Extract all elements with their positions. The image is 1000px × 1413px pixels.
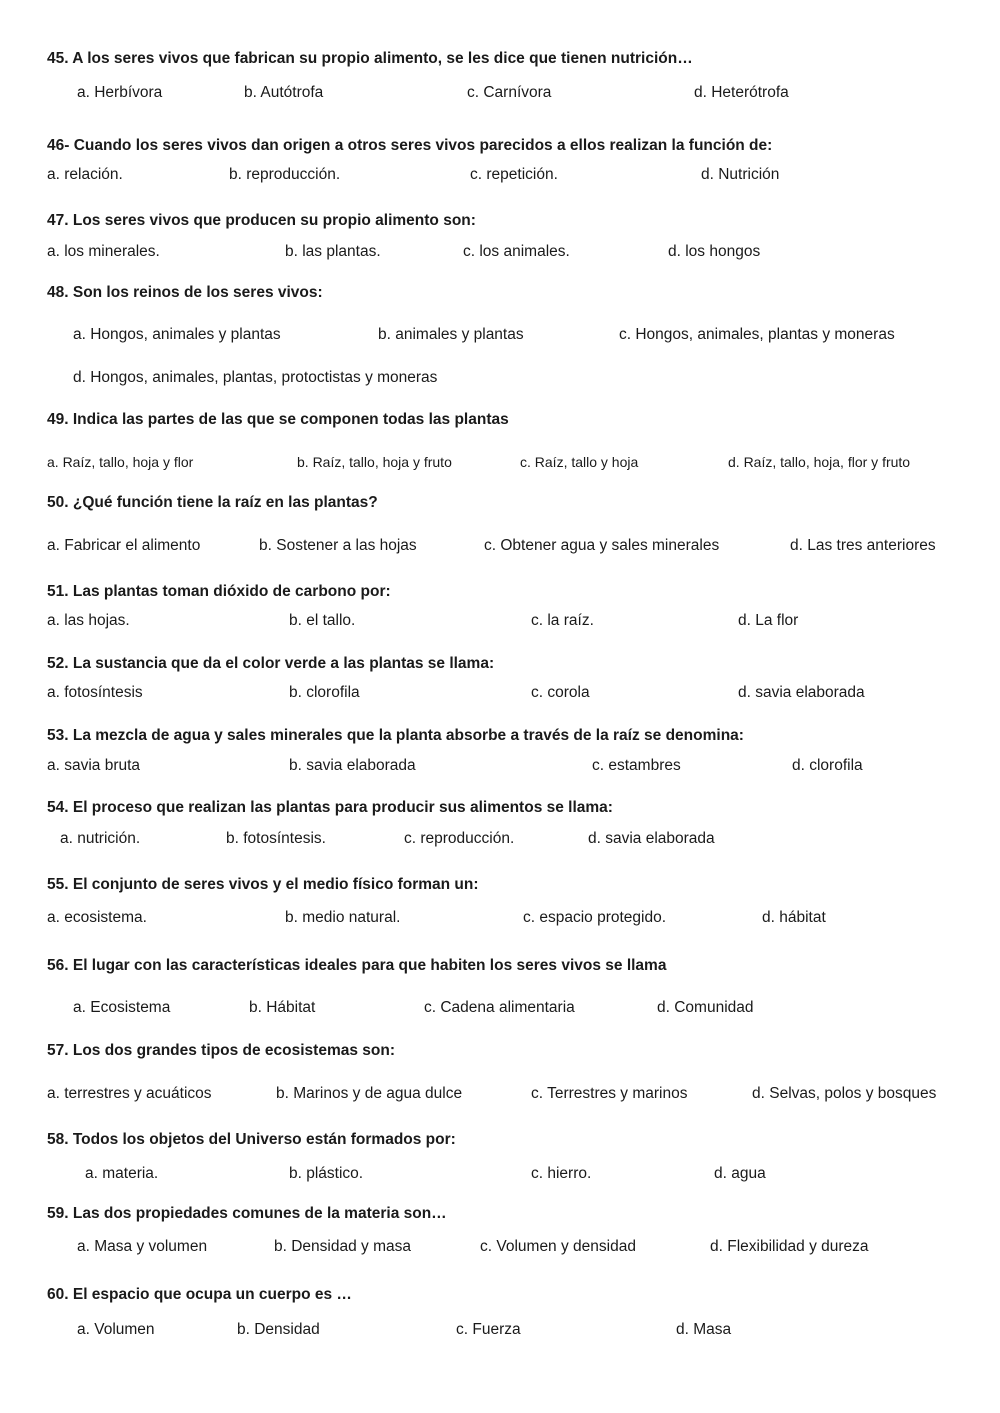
option-d: d. Comunidad: [657, 999, 754, 1016]
option-a: a. terrestres y acuáticos: [47, 1085, 212, 1102]
option-a: a. Masa y volumen: [77, 1238, 208, 1255]
option-c: c. hierro.: [531, 1165, 592, 1182]
option-d: d. Raíz, tallo, hoja, flor y fruto: [728, 454, 911, 470]
option-b: b. Raíz, tallo, hoja y fruto: [297, 454, 452, 470]
option-b: b. clorofila: [289, 684, 360, 701]
option-a: a. los minerales.: [47, 243, 160, 260]
option-d: d. savia elaborada: [588, 830, 715, 847]
question-text: 46- Cuando los seres vivos dan origen a otros seres vivos parecidos a ellos realizan la función de:: [47, 137, 773, 154]
option-c: c. reproducción.: [404, 830, 515, 847]
option-b: b. Densidad y masa: [274, 1238, 411, 1255]
option-d: d. hábitat: [762, 909, 826, 926]
option-a: a. Hongos, animales y plantas: [73, 326, 281, 343]
question-text: 57. Los dos grandes tipos de ecosistemas son:: [47, 1042, 395, 1059]
option-d: d. La flor: [738, 612, 799, 629]
option-c: c. Terrestres y marinos: [531, 1085, 688, 1102]
option-c: c. Cadena alimentaria: [424, 999, 575, 1016]
option-d: d. savia elaborada: [738, 684, 865, 701]
option-a: a. Ecosistema: [73, 999, 171, 1016]
option-d: d. Heterótrofa: [694, 84, 789, 101]
question-text: 60. El espacio que ocupa un cuerpo es …: [47, 1286, 352, 1303]
question-text: 49. Indica las partes de las que se componen todas las plantas: [47, 411, 509, 428]
option-a: a. Herbívora: [77, 84, 163, 101]
option-c: c. Volumen y densidad: [480, 1238, 636, 1255]
option-d: d. Flexibilidad y dureza: [710, 1238, 869, 1255]
option-a: a. materia.: [85, 1165, 159, 1182]
option-c: c. Carnívora: [467, 84, 552, 101]
option-c: c. Raíz, tallo y hoja: [520, 454, 639, 470]
option-b: b. savia elaborada: [289, 757, 416, 774]
option-b: b. reproducción.: [229, 166, 341, 183]
option-a: a. savia bruta: [47, 757, 141, 774]
question-text: 56. El lugar con las características ideales para que habiten los seres vivos se llama: [47, 957, 667, 974]
option-c: c. la raíz.: [531, 612, 594, 629]
option-a: a. Fabricar el alimento: [47, 537, 201, 554]
option-b: b. las plantas.: [285, 243, 381, 260]
option-b: b. fotosíntesis.: [226, 830, 326, 847]
option-d: d. los hongos: [668, 243, 761, 260]
option-a: a. las hojas.: [47, 612, 130, 629]
question-text: 50. ¿Qué función tiene la raíz en las plantas?: [47, 494, 378, 511]
option-c: c. espacio protegido.: [523, 909, 667, 926]
question-text: 53. La mezcla de agua y sales minerales que la planta absorbe a través de la raíz se denomina:: [47, 727, 744, 744]
option-a: a. fotosíntesis: [47, 684, 143, 701]
option-c: c. corola: [531, 684, 590, 701]
option-c: c. repetición.: [470, 166, 558, 183]
option-a: a. nutrición.: [60, 830, 141, 847]
option-d: d. Las tres anteriores: [790, 537, 936, 554]
option-b: b. animales y plantas: [378, 326, 524, 343]
option-d: d. Hongos, animales, plantas, protoctistas y moneras: [73, 369, 438, 386]
question-text: 55. El conjunto de seres vivos y el medio físico forman un:: [47, 876, 479, 893]
option-c: c. Hongos, animales, plantas y moneras: [619, 326, 895, 343]
option-a: a. Volumen: [77, 1321, 155, 1338]
option-d: d. agua: [714, 1165, 766, 1182]
option-b: b. medio natural.: [285, 909, 401, 926]
option-d: d. Masa: [676, 1321, 732, 1338]
option-b: b. Densidad: [237, 1321, 320, 1338]
option-b: b. Hábitat: [249, 999, 316, 1016]
option-d: d. clorofila: [792, 757, 863, 774]
option-d: d. Selvas, polos y bosques: [752, 1085, 937, 1102]
option-b: b. plástico.: [289, 1165, 364, 1182]
option-a: a. Raíz, tallo, hoja y flor: [47, 454, 194, 470]
option-c: c. estambres: [592, 757, 681, 774]
question-text: 59. Las dos propiedades comunes de la materia son…: [47, 1205, 447, 1222]
question-text: 54. El proceso que realizan las plantas para producir sus alimentos se llama:: [47, 799, 613, 816]
option-a: a. ecosistema.: [47, 909, 147, 926]
question-text: 45. A los seres vivos que fabrican su propio alimento, se les dice que tienen nutrición…: [47, 50, 693, 67]
question-text: 51. Las plantas toman dióxido de carbono por:: [47, 583, 391, 600]
question-text: 47. Los seres vivos que producen su propio alimento son:: [47, 212, 476, 229]
option-b: b. Sostener a las hojas: [259, 537, 417, 554]
question-text: 58. Todos los objetos del Universo están formados por:: [47, 1131, 456, 1148]
option-c: c. los animales.: [463, 243, 570, 260]
option-b: b. el tallo.: [289, 612, 356, 629]
question-text: 52. La sustancia que da el color verde a las plantas se llama:: [47, 655, 495, 672]
option-c: c. Fuerza: [456, 1321, 521, 1338]
option-c: c. Obtener agua y sales minerales: [484, 537, 720, 554]
option-d: d. Nutrición: [701, 166, 780, 183]
option-b: b. Autótrofa: [244, 84, 324, 101]
option-a: a. relación.: [47, 166, 123, 183]
option-b: b. Marinos y de agua dulce: [276, 1085, 463, 1102]
question-text: 48. Son los reinos de los seres vivos:: [47, 284, 323, 301]
